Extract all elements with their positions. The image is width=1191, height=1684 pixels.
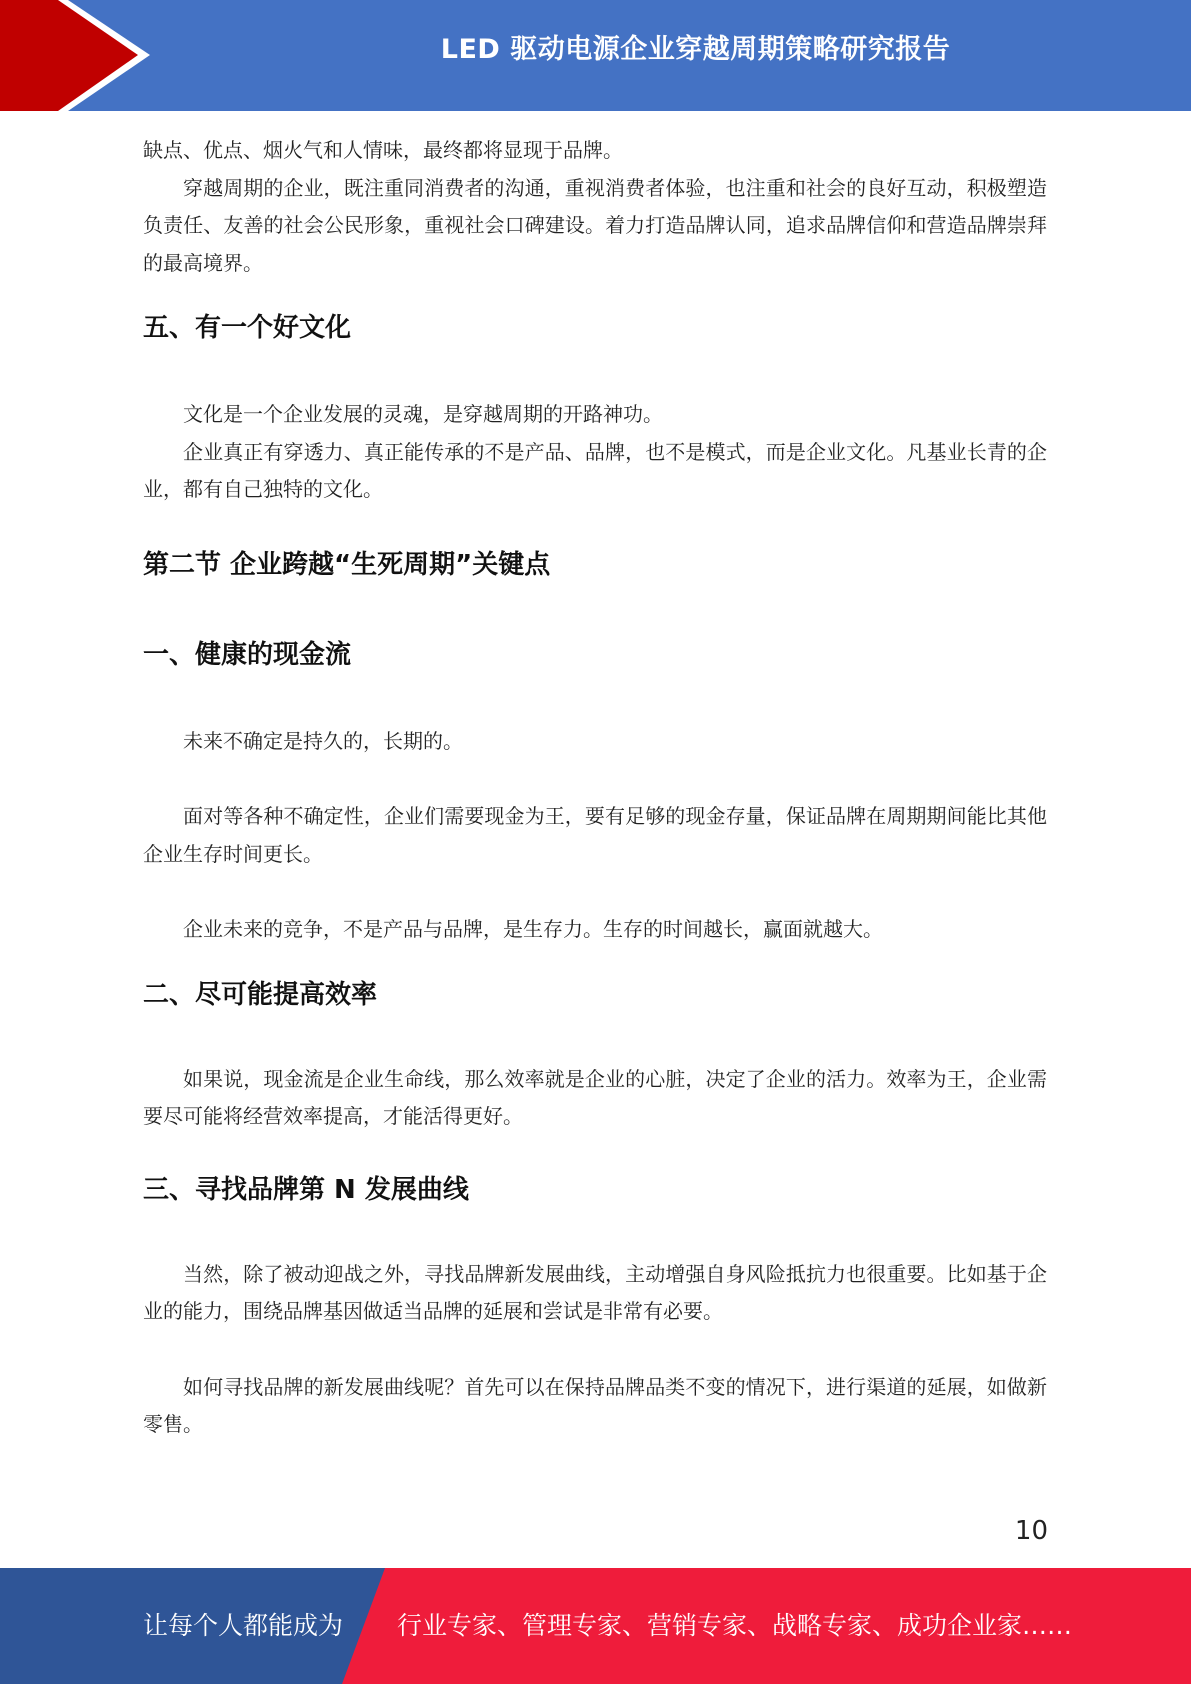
- paragraph: 文化是一个企业发展的灵魂，是穿越周期的开路神功。: [183, 402, 663, 426]
- page-footer: [0, 1568, 1191, 1684]
- paragraph: 如果说，现金流是企业生命线，那么效率就是企业的心脏，决定了企业的活力。效率为王，企业需要尽可能将经营效率提高，才能活得更好。: [143, 1066, 1047, 1128]
- footer-slogan-left: 让每个人都能成为: [143, 1611, 344, 1640]
- paragraph: 如何寻找品牌的新发展曲线呢？首先可以在保持品牌品类不变的情况下，进行渠道的延展，如做新零售。: [143, 1374, 1047, 1436]
- paragraph: 面对等各种不确定性，企业们需要现金为王，要有足够的现金存量，保证品牌在周期期间能比其他企业生存时间更长。: [143, 804, 1047, 866]
- page-content: [143, 132, 1047, 1444]
- section-heading: 五、有一个好文化: [143, 313, 352, 343]
- paragraph: 缺点、优点、烟火气和人情味，最终都将显现于品牌。: [143, 138, 623, 162]
- page-header: [0, 0, 1191, 111]
- section-heading: 三、寻找品牌第 N 发展曲线: [143, 1174, 469, 1205]
- footer-slogan-right: 行业专家、管理专家、营销专家、战略专家、成功企业家……: [397, 1611, 1073, 1640]
- section-heading: 二、尽可能提高效率: [143, 979, 378, 1010]
- report-title: LED 驱动电源企业穿越周期策略研究报告: [440, 34, 951, 65]
- paragraph: 企业真正有穿透力、真正能传承的不是产品、品牌，也不是模式，而是企业文化。凡基业长青的企业，都有自己独特的文化。: [143, 439, 1047, 501]
- paragraph: 企业未来的竞争，不是产品与品牌，是生存力。生存的时间越长，赢面就越大。: [183, 917, 883, 941]
- chapter-heading: 第二节 企业跨越“生死周期”关键点: [143, 549, 551, 580]
- paragraph: 穿越周期的企业，既注重同消费者的沟通，重视消费者体验，也注重和社会的良好互动，积极塑造负责任、友善的社会公民形象，重视社会口碑建设。着力打造品牌认同，追求品牌信仰和营造品牌崇拜的最高境界。: [143, 175, 1047, 275]
- page-number: 10: [1014, 1516, 1048, 1546]
- section-heading: 一、健康的现金流: [143, 639, 352, 670]
- header-arrow-decoration: [0, 0, 170, 111]
- paragraph: 未来不确定是持久的，长期的。: [183, 728, 463, 753]
- paragraph: 当然，除了被动迎战之外，寻找品牌新发展曲线，主动增强自身风险抵抗力也很重要。比如基于企业的能力，围绕品牌基因做适当品牌的延展和尝试是非常有必要。: [143, 1261, 1047, 1323]
